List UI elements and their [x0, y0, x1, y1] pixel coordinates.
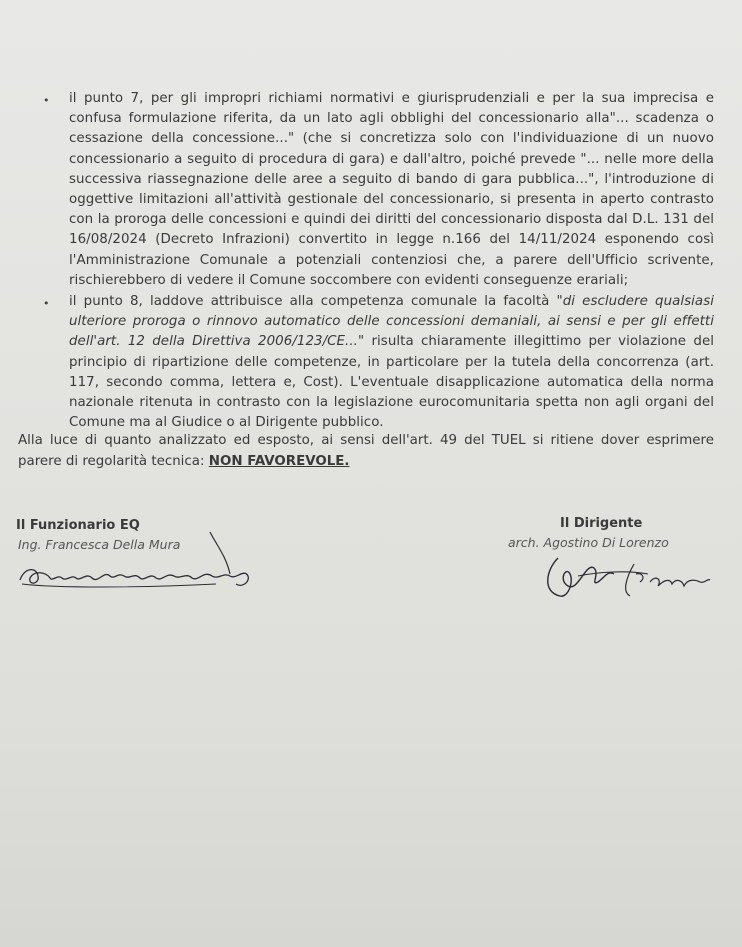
bullet-point-7	[43, 89, 714, 291]
signature-block-left	[16, 518, 316, 552]
conclusion-text: Alla luce di quanto analizzato ed esposto, ai sensi dell'art. 49 del TUEL si ritiene dover esprimere parere di regolarità tecnica:	[18, 433, 714, 469]
bullet-point-8	[43, 292, 714, 433]
signer-title-right: Il Dirigente	[560, 516, 643, 531]
signer-name-left: Ing. Francesca Della Mura	[18, 537, 181, 552]
signer-title-left: Il Funzionario EQ	[16, 518, 140, 533]
bullet-text-end: " risulta chiaramente illegittimo per violazione del principio di ripartizione delle competenze, in particolare per la tutela della concorrenza (art. 117, secondo comma, lettera e, Cost). L'eventuale disapplicazione automatica della norma nazionale ritenuta in contrasto con la legislazione eurocomunitaria spetta non agli organi del Comune ma al Giudice o al Dirigente pubblico.	[69, 334, 714, 431]
bullet-text-start: il punto 8, laddove attribuisce alla competenza comunale la facoltà "	[69, 294, 563, 309]
signer-name-right: arch. Agostino Di Lorenzo	[508, 535, 669, 550]
bullet-text-quote: di escludere qualsiasi ulteriore proroga o rinnovo automatico delle concessioni demaniali, ai sensi e per gli effetti dell'art. 12 della Direttiva 2006/123/CE...	[69, 294, 714, 350]
handwritten-signature-right	[538, 552, 718, 612]
signature-stroke	[206, 530, 236, 580]
bullet-marker: •	[43, 94, 50, 107]
verdict-text: NON FAVOREVOLE.	[208, 454, 350, 469]
bullet-marker: •	[43, 297, 50, 310]
bullet-text: il punto 7, per gli impropri richiami normativi e giurisprudenziali e per la sua imprecisa e confusa formulazione riferita, da un lato agli obblighi del concessionario alla"... scadenza o cessazione della concessione..." (che si concretizza solo con l'individuazione di un nuovo concessionario a seguito di procedura di gara) e dall'altro, poiché prevede "... nelle more della successiva riassegnazione delle aree a seguito di bando di gara pubblica...", l'introduzione di oggettive limitazioni all'attività gestionale del concessionario, si presenta in aperto contrasto con la proroga delle concessioni e quindi dei diritti del concessionario disposta dal D.L. 131 del 16/08/2024 (Decreto Infrazioni) convertito in legge n.166 del 14/11/2024 esponendo così l'Amministrazione Comunale a potenziali contenziosi che, a parere dell'Ufficio scrivente, rischierebbero di vedere il Comune soccombere con evidenti conseguenze erariali;	[69, 91, 714, 288]
signature-block-right	[500, 516, 730, 550]
conclusion-paragraph	[18, 430, 714, 472]
